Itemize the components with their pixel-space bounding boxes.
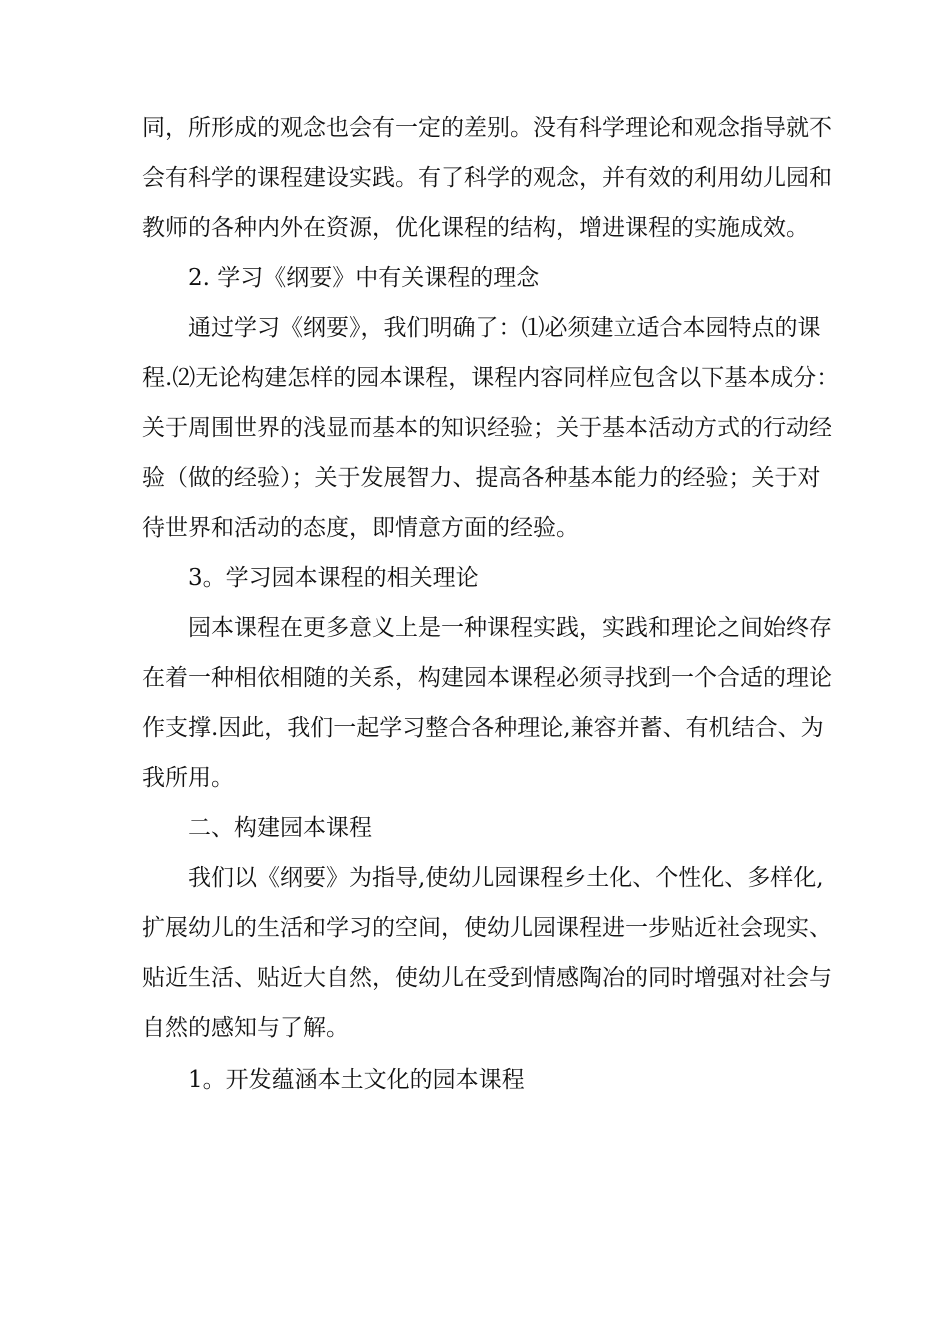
- body-text-line: 我们以《纲要》为指导,使幼儿园课程乡土化、个性化、多样化,: [188, 865, 824, 891]
- body-text-line: 扩展幼儿的生活和学习的空间，使幼儿园课程进一步贴近社会现实、: [142, 915, 832, 941]
- body-text-line: 通过学习《纲要》，我们明确了：⑴必须建立适合本园特点的课: [188, 315, 821, 341]
- body-text-line: 验（做的经验）；关于发展智力、提高各种基本能力的经验；关于对: [142, 465, 821, 491]
- body-text-line: 我所用。: [142, 765, 234, 791]
- body-text-line: 教师的各种内外在资源，优化课程的结构，增进课程的实施成效。: [142, 215, 809, 241]
- body-text-line: 自然的感知与了解。: [142, 1015, 349, 1041]
- body-text-line: 贴近生活、贴近大自然，使幼儿在受到情感陶冶的同时增强对社会与: [142, 965, 832, 991]
- body-text-line: 在着一种相依相随的关系，构建园本课程必须寻找到一个合适的理论: [142, 665, 832, 691]
- section-heading: 3。学习园本课程的相关理论: [188, 565, 479, 591]
- body-text-line: 会有科学的课程建设实践。有了科学的观念，并有效的利用幼儿园和: [142, 165, 832, 191]
- body-text-line: 园本课程在更多意义上是一种课程实践，实践和理论之间始终存: [188, 615, 832, 641]
- section-heading: 2. 学习《纲要》中有关课程的理念: [188, 265, 540, 291]
- body-text-line: 关于周围世界的浅显而基本的知识经验；关于基本活动方式的行动经: [142, 415, 832, 441]
- section-heading: 1。开发蕴涵本土文化的园本课程: [188, 1067, 525, 1093]
- section-heading: 二、构建园本课程: [188, 815, 372, 841]
- body-text-line: 待世界和活动的态度，即情意方面的经验。: [142, 515, 579, 541]
- body-text-line: 程.⑵无论构建怎样的园本课程，课程内容同样应包含以下基本成分：: [142, 365, 840, 391]
- body-text-line: 同，所形成的观念也会有一定的差别。没有科学理论和观念指导就不: [142, 115, 832, 141]
- body-text-line: 作支撑.因此，我们一起学习整合各种理论,兼容并蓄、有机结合、为: [142, 715, 824, 741]
